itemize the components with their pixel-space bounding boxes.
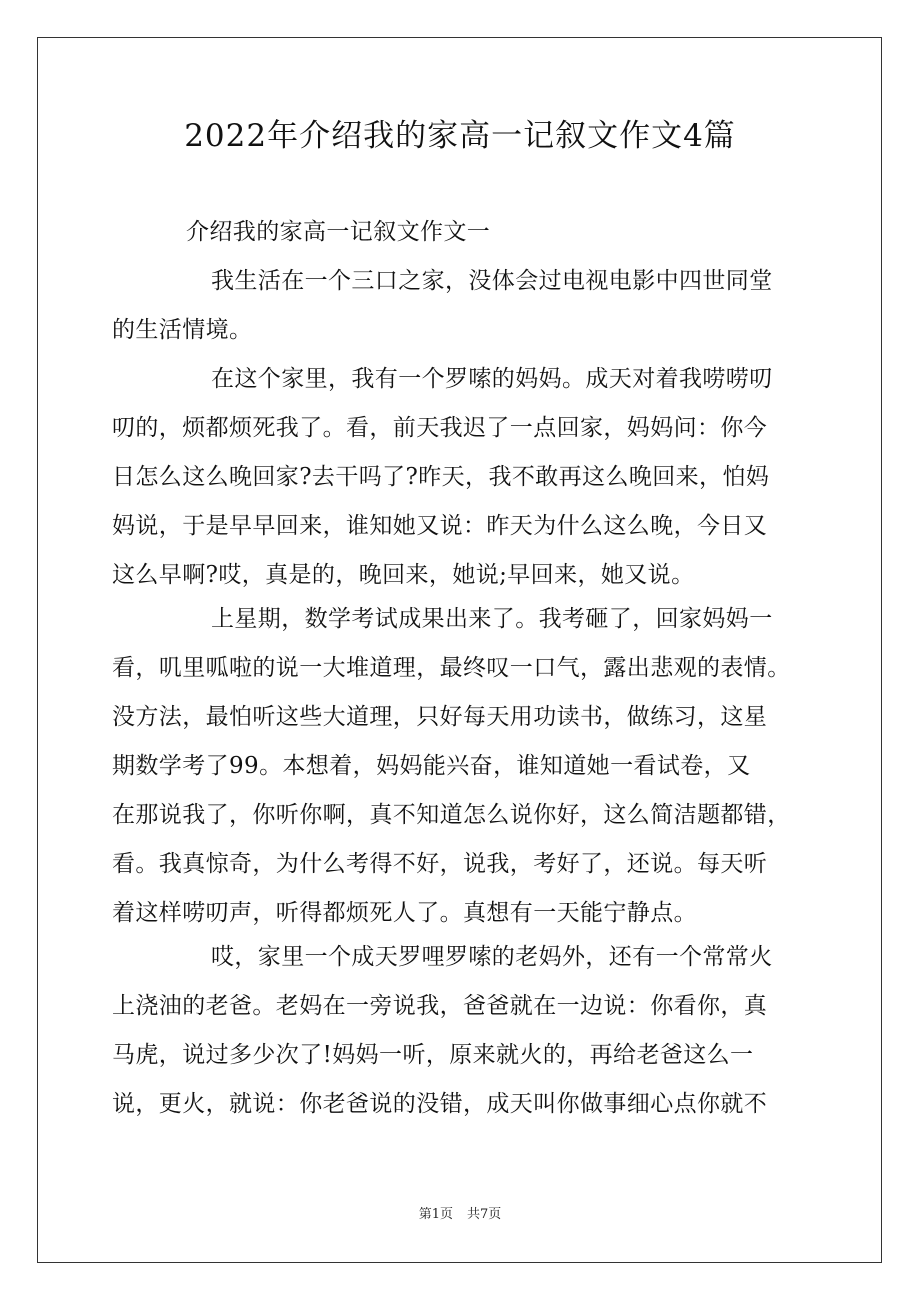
body-line: 上星期，数学考试成果出来了。我考砸了，回家妈妈一	[211, 606, 773, 632]
body-line: 说，更火，就说：你老爸说的没错，成天叫你做事细心点你就不	[112, 1091, 768, 1117]
body-line: 这么早啊?哎，真是的，晚回来，她说;早回来，她又说。	[112, 562, 695, 588]
section-heading: 介绍我的家高一记叙文作文一	[186, 219, 491, 245]
body-line: 日怎么这么晚回家?去干吗了?昨天，我不敢再这么晚回来，怕妈	[112, 464, 770, 490]
body-line: 在那说我了，你听你啊，真不知道怎么说你好，这么简洁题都错，	[112, 802, 791, 828]
body-line: 看，叽里呱啦的说一大堆道理，最终叹一口气，露出悲观的表情。	[112, 655, 791, 681]
page-number: 第1页	[418, 1207, 453, 1222]
body-line: 妈说，于是早早回来，谁知她又说：昨天为什么这么晚，今日又	[112, 513, 768, 539]
document-title: 2022年介绍我的家高一记叙文作文4篇	[184, 118, 736, 154]
body-line: 上浇油的老爸。老妈在一旁说我，爸爸就在一边说：你看你，真	[112, 993, 768, 1019]
body-line: 没方法，最怕听这些大道理，只好每天用功读书，做练习，这星	[112, 704, 768, 730]
body-line: 看。我真惊奇，为什么考得不好，说我，考好了，还说。每天听	[112, 851, 768, 877]
body-line: 的生活情境。	[112, 317, 253, 343]
body-line: 叨的，烦都烦死我了。看，前天我迟了一点回家，妈妈问：你今	[112, 415, 768, 441]
body-line: 着这样唠叨声，听得都烦死人了。真想有一天能宁静点。	[112, 900, 697, 926]
page-footer	[0, 1206, 920, 1224]
body-line: 马虎，说过多少次了!妈妈一听，原来就火的，再给老爸这么一	[112, 1042, 754, 1068]
body-line: 期数学考了99。本想着，妈妈能兴奋，谁知道她一看试卷，又	[112, 753, 751, 779]
body-line: 我生活在一个三口之家，没体会过电视电影中四世同堂	[211, 268, 773, 294]
body-line: 在这个家里，我有一个罗嗦的妈妈。成天对着我唠唠叨	[211, 366, 773, 392]
page-total: 共7页	[467, 1207, 502, 1222]
body-line: 哎，家里一个成天罗哩罗嗦的老妈外，还有一个常常火	[211, 944, 773, 970]
